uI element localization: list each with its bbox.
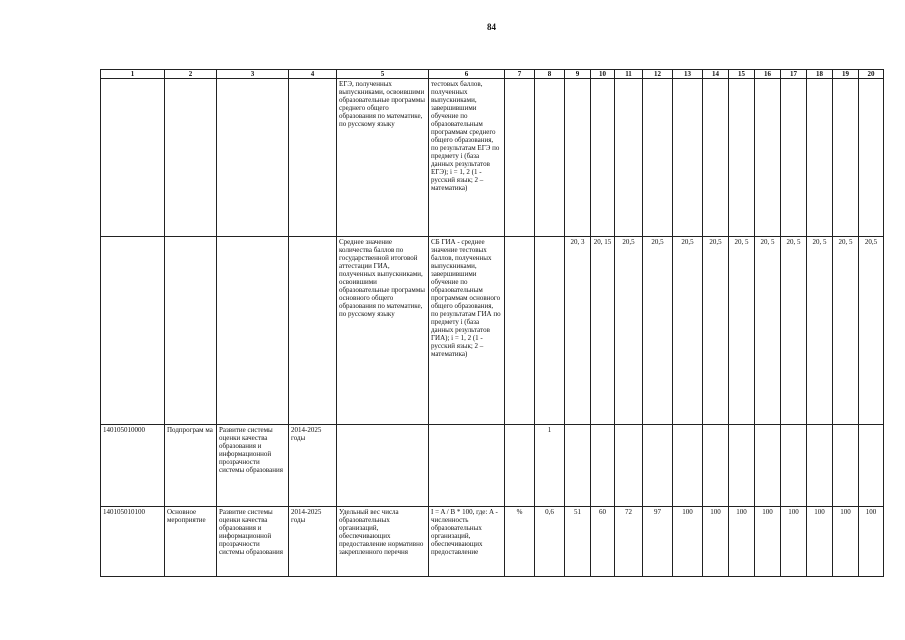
cell-col-11: 72 — [615, 507, 643, 577]
cell-col-17 — [781, 425, 807, 507]
cell-col-16 — [755, 79, 781, 237]
cell-col-2: Подпрограм ма — [165, 425, 217, 507]
table-row — [101, 507, 884, 577]
cell-col-19 — [833, 79, 859, 237]
cell-col-13: 20,5 — [673, 237, 703, 425]
cell-col-12 — [643, 425, 673, 507]
cell-col-12: 20,5 — [643, 237, 673, 425]
cell-col-13 — [673, 79, 703, 237]
cell-col-20: 100 — [859, 507, 884, 577]
cell-col-4: 2014-2025 годы — [289, 425, 337, 507]
header-row — [101, 70, 884, 79]
cell-col-1 — [101, 79, 165, 237]
cell-col-15: 100 — [729, 507, 755, 577]
cell-col-9: 51 — [565, 507, 591, 577]
column-header-15: 15 — [729, 70, 755, 79]
cell-col-8: 0,6 — [535, 507, 565, 577]
column-header-9: 9 — [565, 70, 591, 79]
column-header-13: 13 — [673, 70, 703, 79]
cell-col-5 — [337, 425, 429, 507]
cell-col-11: 20,5 — [615, 237, 643, 425]
cell-col-5: Среднее значение количества баллов по государственной итоговой аттестации ГИА, полученных выпускниками, освоившими образовательные программы основного общего образования по математике, по русскому языку — [337, 237, 429, 425]
cell-col-8 — [535, 237, 565, 425]
column-header-3: 3 — [217, 70, 289, 79]
column-header-4: 4 — [289, 70, 337, 79]
cell-col-3: Развитие системы оценки качества образования и информационной прозрачности системы образования — [217, 507, 289, 577]
cell-col-6: СБ ГИА - среднее значение тестовых баллов, полученных выпускниками, завершившими обучение по образовательным программам основного общего образования, по результатам ГИА по предмету i (база данных результатов ГИА); i = 1, 2 (1 - русский язык; 2 – математика) — [429, 237, 505, 425]
indicator-table — [100, 69, 884, 577]
column-header-7: 7 — [505, 70, 535, 79]
cell-col-11 — [615, 425, 643, 507]
cell-col-18 — [807, 79, 833, 237]
cell-col-3 — [217, 79, 289, 237]
cell-col-11 — [615, 79, 643, 237]
cell-col-12 — [643, 79, 673, 237]
cell-col-14: 100 — [703, 507, 729, 577]
column-header-6: 6 — [429, 70, 505, 79]
cell-col-16: 100 — [755, 507, 781, 577]
cell-col-5: ЕГЭ, полученных выпускниками, освоившими образовательные программы среднего общего образования по математике, по русскому языку — [337, 79, 429, 237]
cell-col-10: 60 — [591, 507, 615, 577]
column-header-17: 17 — [781, 70, 807, 79]
cell-col-18: 20, 5 — [807, 237, 833, 425]
cell-col-17 — [781, 79, 807, 237]
cell-col-3: Развитие системы оценки качества образования и информационной прозрачности системы образования — [217, 425, 289, 507]
cell-col-13: 100 — [673, 507, 703, 577]
cell-col-18: 100 — [807, 507, 833, 577]
column-header-19: 19 — [833, 70, 859, 79]
cell-col-17: 20, 5 — [781, 237, 807, 425]
column-header-1: 1 — [101, 70, 165, 79]
page-number: 84 — [487, 22, 496, 32]
cell-col-2 — [165, 237, 217, 425]
column-header-5: 5 — [337, 70, 429, 79]
cell-col-15 — [729, 79, 755, 237]
cell-col-7 — [505, 79, 535, 237]
column-header-18: 18 — [807, 70, 833, 79]
cell-col-4: 2014-2025 годы — [289, 507, 337, 577]
cell-col-1 — [101, 237, 165, 425]
column-header-12: 12 — [643, 70, 673, 79]
table-row — [101, 237, 884, 425]
cell-col-2 — [165, 79, 217, 237]
cell-col-20 — [859, 79, 884, 237]
column-header-2: 2 — [165, 70, 217, 79]
cell-col-15: 20, 5 — [729, 237, 755, 425]
column-header-10: 10 — [591, 70, 615, 79]
cell-col-2: Основное мероприятие — [165, 507, 217, 577]
cell-col-4 — [289, 237, 337, 425]
cell-col-20 — [859, 425, 884, 507]
cell-col-16: 20, 5 — [755, 237, 781, 425]
cell-col-19: 100 — [833, 507, 859, 577]
cell-col-1: 140105010000 — [101, 425, 165, 507]
cell-col-17: 100 — [781, 507, 807, 577]
table-row — [101, 79, 884, 237]
cell-col-12: 97 — [643, 507, 673, 577]
cell-col-7: % — [505, 507, 535, 577]
cell-col-7 — [505, 237, 535, 425]
cell-col-13 — [673, 425, 703, 507]
cell-col-9: 20, 3 — [565, 237, 591, 425]
table-row — [101, 425, 884, 507]
cell-col-19: 20, 5 — [833, 237, 859, 425]
cell-col-9 — [565, 79, 591, 237]
column-header-11: 11 — [615, 70, 643, 79]
cell-col-7 — [505, 425, 535, 507]
cell-col-6: тестовых баллов, полученных выпускниками, завершившими обучение по образовательным программам среднего общего образования, по результатам ЕГЭ по предмету i (база данных результатов ЕГЭ); i = 1, 2 (1 - русский язык; 2 – математика) — [429, 79, 505, 237]
column-header-14: 14 — [703, 70, 729, 79]
cell-col-6 — [429, 425, 505, 507]
cell-col-3 — [217, 237, 289, 425]
cell-col-10 — [591, 425, 615, 507]
cell-col-5: Удельный вес числа образовательных организаций, обеспечивающих предоставление нормативно закрепленного перечня — [337, 507, 429, 577]
column-header-8: 8 — [535, 70, 565, 79]
cell-col-19 — [833, 425, 859, 507]
cell-col-18 — [807, 425, 833, 507]
cell-col-4 — [289, 79, 337, 237]
cell-col-8 — [535, 79, 565, 237]
cell-col-14 — [703, 425, 729, 507]
cell-col-9 — [565, 425, 591, 507]
cell-col-20: 20,5 — [859, 237, 884, 425]
cell-col-14 — [703, 79, 729, 237]
column-header-16: 16 — [755, 70, 781, 79]
cell-col-6: I = A / B * 100, где: A - численность образовательных организаций, обеспечивающих предоставление — [429, 507, 505, 577]
cell-col-10: 20, 15 — [591, 237, 615, 425]
cell-col-8: 1 — [535, 425, 565, 507]
cell-col-14: 20,5 — [703, 237, 729, 425]
cell-col-10 — [591, 79, 615, 237]
cell-col-15 — [729, 425, 755, 507]
cell-col-1: 140105010100 — [101, 507, 165, 577]
column-header-20: 20 — [859, 70, 884, 79]
cell-col-16 — [755, 425, 781, 507]
